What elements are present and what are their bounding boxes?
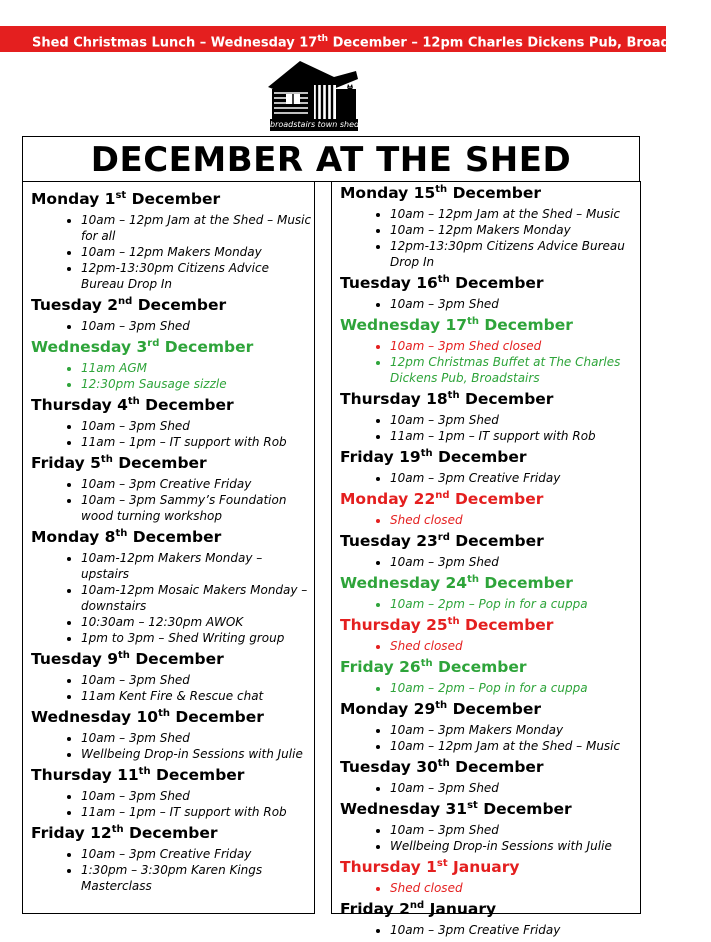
event-item: • 10am – 3pm Shed [390,822,640,838]
event-list [340,777,640,799]
logo-label: broadstairs town shed [270,120,360,129]
day-name: Friday 2 [340,900,410,918]
day-name: Monday 15 [340,184,436,202]
day-heading [31,707,314,727]
event-list [340,635,640,657]
day-name: Wednesday 24 [340,574,468,592]
day-name: Wednesday 3 [31,338,148,356]
day-ordinal: th [138,765,151,777]
day-heading [340,273,640,293]
day-block [23,765,314,823]
day-month: December [449,758,544,776]
day-ordinal: st [467,799,478,811]
event-list [31,727,314,765]
event-list [31,357,314,395]
event-list [340,593,640,615]
event-item: • 11am Kent Fire & Rescue chat [81,688,314,704]
event-item: • 10am – 3pm Shed [81,318,314,334]
event-item: • 12pm-13:30pm Citizens Advice Bureau Drop In [81,260,314,292]
event-list [31,785,314,823]
day-heading [31,337,314,357]
day-month: December [447,700,542,718]
day-ordinal: nd [409,899,425,911]
event-item: • 10am – 2pm – Pop in for a cuppa [390,596,640,612]
event-item: • 11am AGM [81,360,314,376]
day-heading [31,527,314,547]
day-month: December [459,616,554,634]
day-name: Friday 5 [31,454,101,472]
day-month: December [112,454,207,472]
day-block [332,489,640,531]
day-heading [340,315,640,335]
day-month: January [447,858,520,876]
announcement-text-end: December – 12pm Charles Dickens Pub, Broadstairs [328,35,711,51]
day-block [332,615,640,657]
day-heading [340,489,640,509]
day-ordinal: th [115,527,128,539]
day-block [332,447,640,489]
announcement-text [0,26,711,56]
day-heading [340,531,640,551]
announcement-banner [0,26,711,52]
event-list [31,315,314,337]
event-item: • 10am – 3pm Creative Friday [390,922,640,938]
day-block [332,531,640,573]
day-ordinal: rd [147,337,160,349]
day-block [23,189,314,295]
day-ordinal: nd [118,295,133,307]
event-item: • 10am – 3pm Shed [390,412,640,428]
day-name: Thursday 4 [31,396,128,414]
day-ordinal: nd [435,489,450,501]
day-month: December [126,190,221,208]
day-name: Thursday 11 [31,766,139,784]
day-ordinal: th [127,395,140,407]
day-month: December [129,650,224,668]
event-list [340,409,640,447]
day-block [23,395,314,453]
day-heading [31,649,314,669]
day-block [332,699,640,757]
event-item: • 11am – 1pm – IT support with Rob [81,804,314,820]
day-ordinal: th [420,657,433,669]
event-item: • Shed closed [390,512,640,528]
day-block [23,295,314,337]
day-month: December [132,296,227,314]
day-name: Friday 26 [340,658,421,676]
day-ordinal: th [467,573,479,585]
event-item: • Shed closed [390,880,640,896]
day-name: Thursday 1 [340,858,437,876]
event-item: • 10am-12pm Mosaic Makers Monday – downstairs [81,582,314,614]
event-item: • 10am – 12pm Makers Monday [390,222,640,238]
day-block [332,183,640,273]
day-ordinal: th [435,699,448,711]
event-list [31,843,314,897]
event-item: • 10am – 3pm Shed [390,780,640,796]
day-ordinal: th [420,447,433,459]
event-item: • Wellbeing Drop-in Sessions with Julie [390,838,640,854]
day-heading [340,615,640,635]
day-ordinal: th [437,757,450,769]
day-ordinal: th [467,315,479,327]
day-month: December [123,824,218,842]
day-block [332,657,640,699]
event-item: • 10am – 3pm Shed [390,554,640,570]
event-item: • 10am – 12pm Jam at the Shed – Music [390,738,640,754]
day-heading [31,453,314,473]
event-item: • 10am-12pm Makers Monday – upstairs [81,550,314,582]
title-box [22,136,640,182]
day-name: Thursday 25 [340,616,448,634]
day-name: Wednesday 17 [340,316,468,334]
day-month: December [449,490,544,508]
event-item: • 10am – 3pm Shed closed [390,338,640,354]
event-list [340,551,640,573]
day-name: Monday 22 [340,490,436,508]
day-month: December [447,184,542,202]
day-heading [340,657,640,677]
page-title: DECEMBER AT THE SHED [90,140,572,180]
event-item: • 10am – 3pm Shed [390,296,640,312]
day-ordinal: st [436,857,448,869]
event-item: • 10am – 3pm Creative Friday [81,476,314,492]
day-block [332,573,640,615]
event-item: • 10am – 12pm Jam at the Shed – Music [390,206,640,222]
day-name: Wednesday 31 [340,800,468,818]
day-ordinal: th [100,453,113,465]
day-heading [31,823,314,843]
day-block [23,707,314,765]
day-name: Monday 29 [340,700,436,718]
day-block [332,757,640,799]
day-block [23,453,314,527]
event-item: • 10am – 3pm Shed [81,418,314,434]
event-item: • Wellbeing Drop-in Sessions with Julie [81,746,314,762]
day-month: January [424,900,497,918]
day-month: December [432,448,527,466]
day-ordinal: th [447,389,460,401]
day-ordinal: th [447,615,460,627]
event-item: • 1:30pm – 3:30pm Karen Kings Masterclass [81,862,314,894]
event-item: • 10am – 2pm – Pop in for a cuppa [390,680,640,696]
day-month: December [432,658,527,676]
event-item: • 10am – 3pm Creative Friday [81,846,314,862]
left-schedule-column [22,181,315,914]
day-name: Monday 8 [31,528,116,546]
event-list [340,467,640,489]
event-item: • 12:30pm Sausage sizzle [81,376,314,392]
day-block [332,315,640,389]
event-list [340,677,640,699]
event-list [31,415,314,453]
day-heading [340,389,640,409]
day-heading [340,573,640,593]
day-ordinal: st [115,189,127,201]
day-heading [31,189,314,209]
event-item: • 10am – 3pm Creative Friday [390,470,640,486]
day-block [332,799,640,857]
announcement-text-start: Shed Christmas Lunch – Wednesday 17 [32,35,318,51]
day-month: December [449,532,544,550]
event-list [31,547,314,649]
shed-logo [264,57,362,133]
event-item: • 11am – 1pm – IT support with Rob [390,428,640,444]
day-month: December [127,528,222,546]
day-ordinal: th [435,183,448,195]
day-name: Tuesday 2 [31,296,119,314]
day-heading [340,857,640,877]
day-block [332,273,640,315]
event-item: • 10am – 12pm Jam at the Shed – Music for all [81,212,314,244]
day-name: Tuesday 16 [340,274,438,292]
event-item: • 12pm-13:30pm Citizens Advice Bureau Drop In [390,238,640,270]
day-month: December [459,390,554,408]
day-block [332,857,640,899]
day-heading [340,447,640,467]
event-list [340,335,640,389]
day-heading [340,757,640,777]
event-list [31,209,314,295]
day-block [23,649,314,707]
day-month: December [169,708,264,726]
day-ordinal: th [158,707,170,719]
event-item: • 10:30am – 12:30pm AWOK [81,614,314,630]
day-block [23,823,314,897]
event-list [340,293,640,315]
event-list [340,819,640,857]
event-item: • 11am – 1pm – IT support with Rob [81,434,314,450]
day-block [332,899,640,941]
day-month: December [150,766,245,784]
day-heading [31,395,314,415]
right-schedule-column [331,181,641,937]
day-name: Tuesday 30 [340,758,438,776]
day-month: December [478,316,573,334]
day-month: December [478,574,573,592]
event-item: • 1pm to 3pm – Shed Writing group [81,630,314,646]
day-ordinal: th [111,823,124,835]
event-list [340,509,640,531]
day-name: Friday 19 [340,448,421,466]
day-heading [340,699,640,719]
day-month: December [477,800,572,818]
event-list [340,877,640,899]
event-list [340,919,640,941]
day-block [23,337,314,395]
day-name: Monday 1 [31,190,116,208]
day-name: Wednesday 10 [31,708,159,726]
day-month: December [139,396,234,414]
day-name: Friday 12 [31,824,112,842]
event-item: • 10am – 3pm Sammy’s Foundation wood turning workshop [81,492,314,524]
announcement-text-ordinal: th [317,34,329,44]
event-item: • Shed closed [390,638,640,654]
event-list [31,669,314,707]
day-name: Thursday 18 [340,390,448,408]
day-month: December [449,274,544,292]
day-block [23,527,314,649]
day-ordinal: rd [437,531,450,543]
event-list [31,473,314,527]
event-item: • 10am – 3pm Shed [81,788,314,804]
event-list [340,719,640,757]
day-month: December [159,338,254,356]
day-heading [31,295,314,315]
day-name: Tuesday 9 [31,650,119,668]
day-heading [340,799,640,819]
day-ordinal: th [437,273,450,285]
event-list [340,203,640,273]
day-heading [340,183,640,203]
event-item: • 10am – 12pm Makers Monday [81,244,314,260]
day-name: Tuesday 23 [340,532,438,550]
event-item: • 10am – 3pm Shed [81,730,314,746]
day-ordinal: th [118,649,130,661]
day-heading [340,899,640,919]
event-item: • 12pm Christmas Buffet at The Charles Dickens Pub, Broadstairs [390,354,640,386]
event-item: • 10am – 3pm Shed [81,672,314,688]
day-heading [31,765,314,785]
event-item: • 10am – 3pm Makers Monday [390,722,640,738]
day-block [332,389,640,447]
